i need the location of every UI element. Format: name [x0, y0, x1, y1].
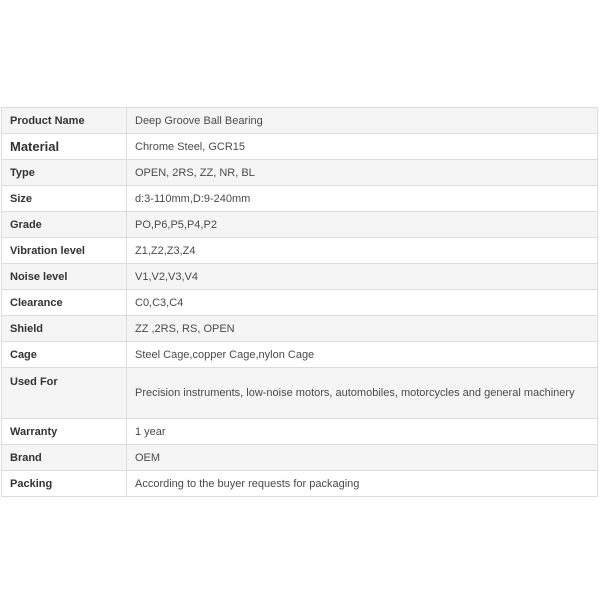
spec-value: ZZ ,2RS, RS, OPEN [127, 316, 598, 342]
spec-row-type [2, 160, 598, 186]
spec-label: Product Name [2, 108, 127, 134]
spec-label: Used For [2, 368, 127, 419]
spec-row-size [2, 186, 598, 212]
spec-value: 1 year [127, 419, 598, 445]
spec-row-warranty [2, 419, 598, 445]
spec-label: Material [2, 134, 127, 160]
spec-value: V1,V2,V3,V4 [127, 264, 598, 290]
product-spec-table [1, 107, 598, 497]
spec-value: Steel Cage,copper Cage,nylon Cage [127, 342, 598, 368]
spec-value: According to the buyer requests for packaging [127, 471, 598, 497]
spec-value: Deep Groove Ball Bearing [127, 108, 598, 134]
spec-value: Precision instruments, low-noise motors, automobiles, motorcycles and general machinery [127, 368, 598, 419]
spec-label: Clearance [2, 290, 127, 316]
spec-row-vibration-level [2, 238, 598, 264]
spec-label: Grade [2, 212, 127, 238]
spec-label: Type [2, 160, 127, 186]
spec-row-product-name [2, 108, 598, 134]
spec-label: Brand [2, 445, 127, 471]
spec-row-noise-level [2, 264, 598, 290]
spec-row-packing [2, 471, 598, 497]
spec-row-used-for [2, 368, 598, 419]
spec-row-cage [2, 342, 598, 368]
spec-label: Noise level [2, 264, 127, 290]
spec-value: OPEN, 2RS, ZZ, NR, BL [127, 160, 598, 186]
spec-row-material [2, 134, 598, 160]
spec-value: d:3-110mm,D:9-240mm [127, 186, 598, 212]
spec-value: C0,C3,C4 [127, 290, 598, 316]
spec-value: OEM [127, 445, 598, 471]
spec-label: Shield [2, 316, 127, 342]
spec-label: Vibration level [2, 238, 127, 264]
spec-value: Z1,Z2,Z3,Z4 [127, 238, 598, 264]
spec-label: Cage [2, 342, 127, 368]
spec-label: Warranty [2, 419, 127, 445]
spec-row-brand [2, 445, 598, 471]
spec-label: Packing [2, 471, 127, 497]
spec-value: Chrome Steel, GCR15 [127, 134, 598, 160]
spec-row-grade [2, 212, 598, 238]
spec-label: Size [2, 186, 127, 212]
spec-value: PO,P6,P5,P4,P2 [127, 212, 598, 238]
spec-row-clearance [2, 290, 598, 316]
spec-row-shield [2, 316, 598, 342]
